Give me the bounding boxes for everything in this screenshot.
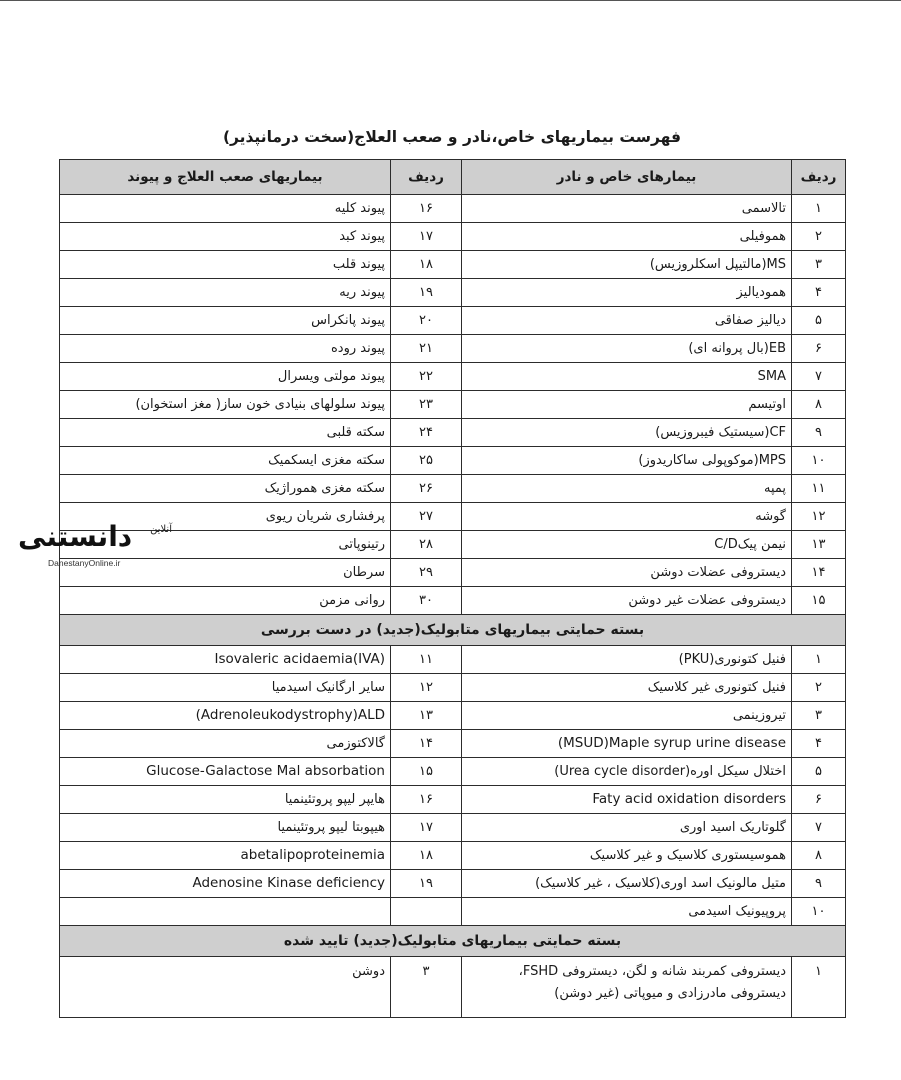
- disease-name: دیستروفی عضلات غیر دوشن: [462, 587, 792, 615]
- disease-name: (MSUD)Maple syrup urine disease: [462, 730, 792, 758]
- row-number: ۸: [792, 842, 846, 870]
- row-number: ۶: [792, 335, 846, 363]
- row-number: ۱: [792, 195, 846, 223]
- row-number: ۱۵: [792, 587, 846, 615]
- disease-name-2: پیوند روده: [60, 335, 391, 363]
- disease-name: هموفیلی: [462, 223, 792, 251]
- table-row: [60, 391, 846, 419]
- disease-name-2: پیوند سلولهای بنیادی خون ساز( مغز استخوان): [60, 391, 391, 419]
- table-row: [60, 674, 846, 702]
- disease-name: اختلال سیکل اوره(Urea cycle disorder): [462, 758, 792, 786]
- disease-name-2: پیوند پانکراس: [60, 307, 391, 335]
- metabolic-review-body: [60, 646, 846, 926]
- disease-name: CF(سیستیک فیبروزیس): [462, 419, 792, 447]
- header-radif-2: ردیف: [391, 160, 462, 195]
- row-number-2: ۱۱: [391, 646, 462, 674]
- row-number-2: ۲۷: [391, 503, 462, 531]
- disease-name-2: پیوند کلیه: [60, 195, 391, 223]
- disease-name: نیمن پیکC/D: [462, 531, 792, 559]
- section2-title: بسته حمایتی بیماریهای متابولیک(جدید) در دست بررسی: [60, 615, 846, 646]
- row-number-2: ۲۹: [391, 559, 462, 587]
- disease-name-2: سکته قلبی: [60, 419, 391, 447]
- row-number: ۸: [792, 391, 846, 419]
- row-number: ۷: [792, 814, 846, 842]
- table-row: [60, 447, 846, 475]
- row-number-2: [391, 898, 462, 926]
- page-title: فهرست بیماریهای خاص،نادر و صعب العلاج(سخت درمانپذیر): [222, 128, 682, 146]
- row-number: ۳: [792, 702, 846, 730]
- table-row: [60, 702, 846, 730]
- row-number: ۱: [792, 957, 846, 1018]
- disease-name: همودیالیز: [462, 279, 792, 307]
- disease-name-2: پیوند مولتی ویسرال: [60, 363, 391, 391]
- row-number: ۱۰: [792, 898, 846, 926]
- disease-name: فنیل کتونوری غیر کلاسیک: [462, 674, 792, 702]
- disease-name: اوتیسم: [462, 391, 792, 419]
- disease-name: دیستروفی عضلات دوشن: [462, 559, 792, 587]
- watermark-logo-text: دانستنی: [18, 520, 133, 553]
- disease-name-line2: دیستروفی مادرزادی و میوپاتی (غیر دوشن): [554, 986, 786, 1001]
- disease-name-2: سرطان: [60, 559, 391, 587]
- row-number: ۲: [792, 223, 846, 251]
- table-row: [60, 730, 846, 758]
- diseases-table: [59, 159, 846, 1018]
- disease-name-2: روانی مزمن: [60, 587, 391, 615]
- disease-name-2: (Adrenoleukodystrophy)ALD: [60, 702, 391, 730]
- section2: [60, 615, 846, 646]
- row-number: ۲: [792, 674, 846, 702]
- disease-name: [462, 957, 792, 1018]
- top-border-line: [0, 0, 901, 1]
- disease-name-2: Adenosine Kinase deficiency: [60, 870, 391, 898]
- table-row: [60, 251, 846, 279]
- row-number: ۴: [792, 279, 846, 307]
- table-row: [60, 758, 846, 786]
- disease-name: هموسیستوری کلاسیک و غیر کلاسیک: [462, 842, 792, 870]
- row-number-2: ۲۰: [391, 307, 462, 335]
- disease-name-2: سکته مغزی هموراژیک: [60, 475, 391, 503]
- disease-name: پروپیونیک اسیدمی: [462, 898, 792, 926]
- table-row: [60, 419, 846, 447]
- row-number: ۹: [792, 870, 846, 898]
- table-row: [60, 814, 846, 842]
- row-number: ۵: [792, 307, 846, 335]
- row-number-2: ۱۳: [391, 702, 462, 730]
- row-number-2: ۲۲: [391, 363, 462, 391]
- table-row: [60, 842, 846, 870]
- table-row: [60, 786, 846, 814]
- section3-title: بسته حمایتی بیماریهای متابولیک(جدید) تایید شده: [60, 926, 846, 957]
- table-row: [60, 898, 846, 926]
- disease-name: دیالیز صفاقی: [462, 307, 792, 335]
- disease-name: EB(بال پروانه ای): [462, 335, 792, 363]
- table-row: [60, 646, 846, 674]
- row-number-2: ۱۷: [391, 814, 462, 842]
- table-row: [60, 870, 846, 898]
- disease-name: تالاسمی: [462, 195, 792, 223]
- table-row: [60, 279, 846, 307]
- disease-name-2: پرفشاری شریان ریوی: [60, 503, 391, 531]
- watermark-logo: [8, 520, 180, 572]
- row-number: ۱۳: [792, 531, 846, 559]
- table-row: [60, 307, 846, 335]
- watermark-sub-text: آنلاین: [150, 524, 172, 535]
- disease-name: پمپه: [462, 475, 792, 503]
- disease-name-2: هایپر لیپو پروتئینمیا: [60, 786, 391, 814]
- disease-name-2: پیوند ریه: [60, 279, 391, 307]
- row-number-2: ۲۶: [391, 475, 462, 503]
- row-number: ۱۰: [792, 447, 846, 475]
- disease-name: تیروزینمی: [462, 702, 792, 730]
- disease-name: SMA: [462, 363, 792, 391]
- row-number-2: ۱۵: [391, 758, 462, 786]
- header-rare-diseases: بیمارهای خاص و نادر: [462, 160, 792, 195]
- disease-name-2: سایر ارگانیک اسیدمیا: [60, 674, 391, 702]
- disease-name-2: Isovaleric acidaemia(IVA): [60, 646, 391, 674]
- disease-name-2: Glucose-Galactose Mal absorbation: [60, 758, 391, 786]
- row-number-2: ۱۹: [391, 870, 462, 898]
- row-number-2: ۱۸: [391, 842, 462, 870]
- row-number: ۱۲: [792, 503, 846, 531]
- header-transplant-diseases: بیماریهای صعب العلاج و پیوند: [60, 160, 391, 195]
- disease-name-2: پیوند قلب: [60, 251, 391, 279]
- row-number-2: ۲۱: [391, 335, 462, 363]
- table-row: [60, 475, 846, 503]
- section3-header-row: [60, 926, 846, 957]
- row-number: ۴: [792, 730, 846, 758]
- disease-name-2: پیوند کبد: [60, 223, 391, 251]
- row-number-2: ۱۸: [391, 251, 462, 279]
- row-number-2: ۳: [391, 957, 462, 1018]
- disease-name: گوشه: [462, 503, 792, 531]
- row-number: ۳: [792, 251, 846, 279]
- watermark-url: DanestanyOnline.ir: [48, 558, 121, 568]
- disease-name-2: هیپوبتا لیپو پروتئینمیا: [60, 814, 391, 842]
- disease-name-line1: دیستروفی کمربند شانه و لگن، دیستروفی FSHD،: [518, 964, 786, 979]
- header-radif: ردیف: [792, 160, 846, 195]
- row-number: ۱۱: [792, 475, 846, 503]
- row-number-2: ۱۶: [391, 786, 462, 814]
- disease-name-2: [60, 898, 391, 926]
- section2-header-row: [60, 615, 846, 646]
- table-header-row: [60, 160, 846, 195]
- table-row: [60, 957, 846, 1018]
- row-number-2: ۲۸: [391, 531, 462, 559]
- table-row: [60, 223, 846, 251]
- row-number: ۱: [792, 646, 846, 674]
- row-number-2: ۲۵: [391, 447, 462, 475]
- disease-name-2: دوشن: [60, 957, 391, 1018]
- table-row: [60, 335, 846, 363]
- disease-name-2: رتینوپاتی: [60, 531, 391, 559]
- table-row: [60, 587, 846, 615]
- disease-name-2: abetalipoproteinemia: [60, 842, 391, 870]
- row-number: ۱۴: [792, 559, 846, 587]
- row-number: ۵: [792, 758, 846, 786]
- row-number: ۶: [792, 786, 846, 814]
- row-number-2: ۲۳: [391, 391, 462, 419]
- row-number-2: ۱۹: [391, 279, 462, 307]
- row-number-2: ۱۶: [391, 195, 462, 223]
- table-row: [60, 363, 846, 391]
- table-row: [60, 195, 846, 223]
- row-number-2: ۱۷: [391, 223, 462, 251]
- row-number-2: ۲۴: [391, 419, 462, 447]
- row-number: ۷: [792, 363, 846, 391]
- disease-name-2: سکته مغزی ایسکمیک: [60, 447, 391, 475]
- disease-name: MPS(موکوپولی ساکاریدوز): [462, 447, 792, 475]
- disease-name: فنیل کتونوری(PKU): [462, 646, 792, 674]
- row-number-2: ۳۰: [391, 587, 462, 615]
- section3: [60, 926, 846, 1018]
- row-number-2: ۱۲: [391, 674, 462, 702]
- disease-name: گلوتاریک اسید اوری: [462, 814, 792, 842]
- disease-name-2: گالاکتوزمی: [60, 730, 391, 758]
- row-number-2: ۱۴: [391, 730, 462, 758]
- disease-name: متیل مالونیک اسد اوری(کلاسیک ، غیر کلاسیک): [462, 870, 792, 898]
- disease-name: MS(مالتیپل اسکلروزیس): [462, 251, 792, 279]
- disease-name: Faty acid oxidation disorders: [462, 786, 792, 814]
- row-number: ۹: [792, 419, 846, 447]
